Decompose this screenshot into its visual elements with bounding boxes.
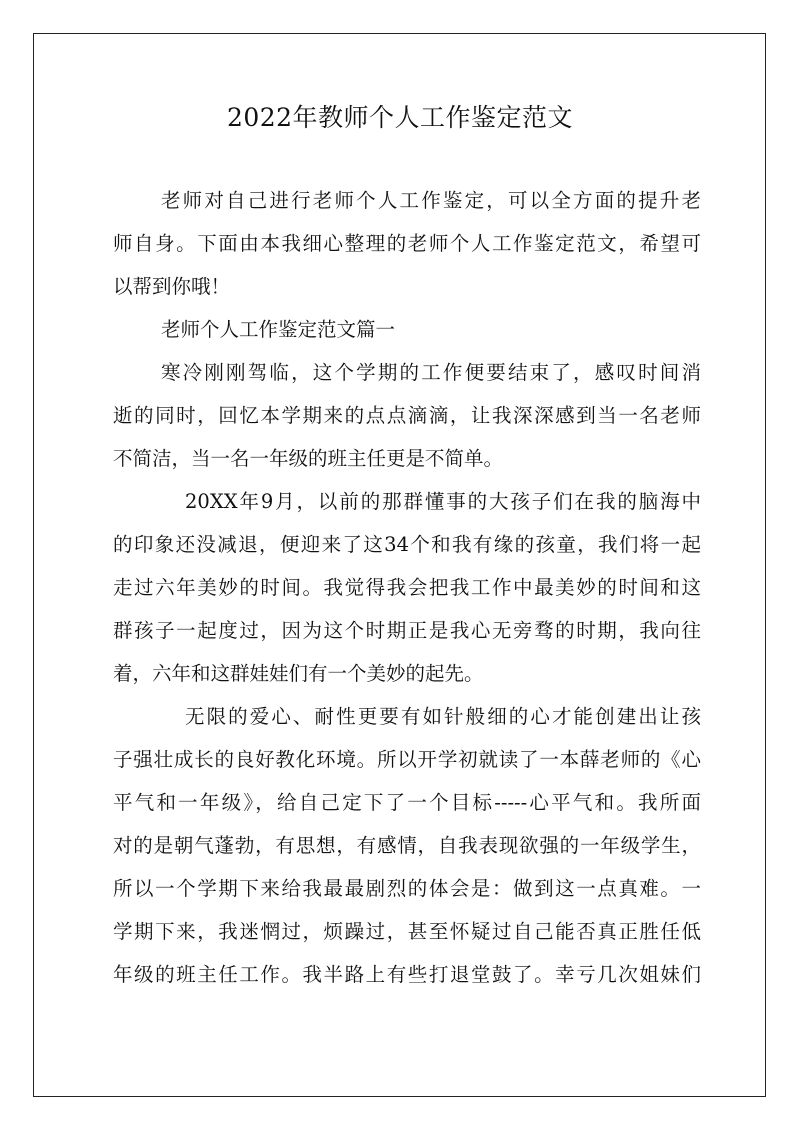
text-line: 子强壮成长的良好教化环境。所以开学初就读了一本薛老师的《心 [113, 748, 701, 771]
paragraph-1 [113, 351, 701, 480]
paragraph-2 [113, 480, 701, 695]
text-line: 老师个人工作鉴定范文篇一 [161, 318, 396, 341]
text-line: 学期下来，我迷惘过，烦躁过，甚至怀疑过自己能否真正胜任低 [113, 920, 701, 943]
text-line: 所以一个学期下来给我最最剧烈的体会是：做到这一点真难。一 [113, 877, 701, 900]
text-line: 不简洁，当一名一年级的班主任更是不简单。 [113, 447, 504, 470]
section-heading [113, 308, 701, 351]
text-line: 走过六年美妙的时间。我觉得我会把我工作中最美妙的时间和这 [113, 576, 701, 599]
text-line: 年级的班主任工作。我半路上有些打退堂鼓了。幸亏几次姐妹们 [113, 963, 701, 986]
text-line: 20XX年9月，以前的那群懂事的大孩子们在我的脑海中 [185, 490, 701, 513]
text-line: 老师对自己进行老师个人工作鉴定，可以全方面的提升老 [161, 189, 701, 212]
text-line: 师自身。下面由本我细心整理的老师个人工作鉴定范文，希望可 [113, 232, 701, 255]
text-line: 着，六年和这群娃娃们有一个美妙的起先。 [113, 662, 484, 685]
paragraph-3 [113, 695, 701, 996]
text-line: 平气和一年级》，给自己定下了一个目标-----心平气和。我所面 [113, 791, 701, 814]
text-line: 逝的同时，回忆本学期来的点点滴滴，让我深深感到当一名老师 [113, 404, 701, 427]
text-line: 的印象还没减退，便迎来了这34个和我有缘的孩童，我们将一起 [113, 533, 701, 556]
text-line: 寒冷刚刚驾临，这个学期的工作便要结束了，感叹时间消 [161, 361, 701, 384]
document-title: 2022年教师个人工作鉴定范文 [226, 103, 574, 132]
text-line: 群孩子一起度过，因为这个时期正是我心无旁骛的时期，我向往 [113, 619, 701, 642]
text-line: 以帮到你哦！ [113, 275, 231, 298]
paragraph-intro [113, 179, 701, 308]
text-line: 对的是朝气蓬勃，有思想，有感情，自我表现欲强的一年级学生， [113, 834, 701, 857]
document-body [113, 179, 701, 996]
text-line: 无限的爱心、耐性更要有如针般细的心才能创建出让孩 [185, 705, 701, 728]
